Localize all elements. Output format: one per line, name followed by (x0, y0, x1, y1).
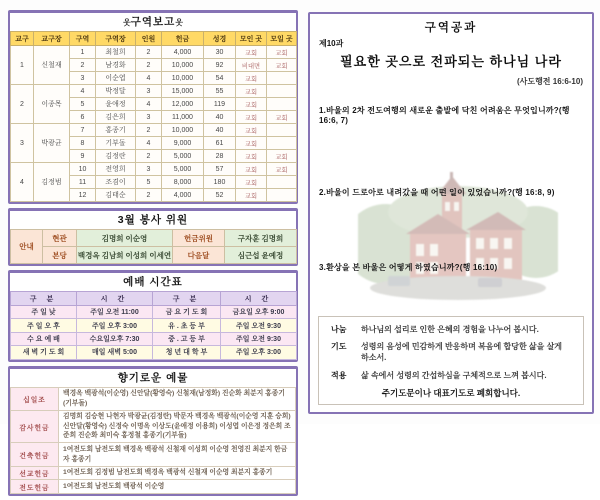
report-cell: 교회 (236, 72, 267, 85)
report-cell: 교회 (236, 150, 267, 163)
report-cell: 2 (136, 59, 162, 72)
offering-type-cell: 전도헌금 (11, 480, 59, 494)
offering-row (11, 410, 296, 443)
report-cell (267, 176, 297, 189)
committee-row (11, 247, 297, 264)
report-cell: 92 (204, 59, 236, 72)
schedule-cell: 중 . 고 등 부 (153, 332, 221, 345)
lesson-number: 제10과 (319, 39, 344, 48)
committee-head-cell: 안내 (11, 230, 43, 264)
schedule-cell: 주일 오후 3:00 (221, 346, 297, 359)
report-cell: 최철희 (96, 46, 136, 59)
right-page (308, 12, 594, 414)
district-report-section (8, 10, 298, 204)
parish-number-cell: 1 (11, 46, 34, 85)
report-cell: 5,000 (162, 150, 204, 163)
district-report-header-row (11, 32, 297, 46)
col-header: 구역장 (96, 32, 136, 46)
parish-leader-cell: 이종목 (34, 85, 70, 124)
offering-names-cell: 1여전도회 김정범 남전도회 백경옥 백광석 신철재 이순영 최분지 홍종기 (59, 466, 296, 480)
schedule-cell: 새 벽 기 도 회 (11, 346, 77, 359)
report-cell: 3 (70, 72, 96, 85)
committee-names-cell: 심근섭 윤예정 (225, 247, 297, 264)
district-report-table (10, 31, 297, 202)
report-row (11, 85, 297, 98)
person-glyph-icon: 웃 (175, 18, 184, 27)
parish-number-cell: 2 (11, 85, 34, 124)
col-header: 교구장 (34, 32, 70, 46)
left-page (8, 10, 298, 500)
report-cell (267, 85, 297, 98)
service-committee-table (10, 229, 297, 264)
question-2: 2.바울이 드로아로 내려갔을 때 어떤 일이 있었습니까?(행 16:8, 9) (319, 188, 555, 197)
report-cell: 김태순 (96, 189, 136, 202)
schedule-row (11, 319, 297, 332)
schedule-cell: 수 요 예 배 (11, 332, 77, 345)
col-header: 구 분 (11, 292, 77, 306)
committee-label-cell: 본당 (43, 247, 77, 264)
col-header: 모일 곳 (267, 32, 297, 46)
parish-leader-cell: 박광균 (34, 124, 70, 163)
offering-type-cell: 건축헌금 (11, 443, 59, 466)
committee-names-cell: 김명희 이순영 (77, 230, 173, 247)
parish-leader-cell: 신철재 (34, 46, 70, 85)
closing-box (318, 316, 584, 406)
question-3: 3.환상을 본 바울은 어떻게 하였습니까?(행 16:10) (319, 263, 498, 272)
report-cell: 11 (70, 176, 96, 189)
parish-number-cell: 4 (11, 163, 34, 202)
offering-type-cell: 십일조 (11, 387, 59, 410)
report-cell: 교회 (267, 46, 297, 59)
report-cell: 3 (136, 111, 162, 124)
schedule-cell: 금요일 오후 9:00 (221, 306, 297, 319)
offering-type-cell: 선교헌금 (11, 466, 59, 480)
footer-row-sharing (331, 324, 571, 335)
report-cell: 비대면 (236, 59, 267, 72)
offering-type-cell: 감사헌금 (11, 410, 59, 443)
col-header: 모인 곳 (236, 32, 267, 46)
report-cell: 김정란 (96, 150, 136, 163)
schedule-row (11, 346, 297, 359)
report-cell: 전영희 (96, 163, 136, 176)
report-cell: 9,000 (162, 137, 204, 150)
report-cell: 이순엽 (96, 72, 136, 85)
report-cell: 8,000 (162, 176, 204, 189)
footer-row-application (331, 370, 571, 381)
report-cell: 4 (136, 72, 162, 85)
report-cell: 10,000 (162, 124, 204, 137)
report-cell: 남경화 (96, 59, 136, 72)
report-cell: 박정달 (96, 85, 136, 98)
worship-schedule-section (8, 270, 298, 362)
schedule-cell: 주 일 오 후 (11, 319, 77, 332)
report-cell: 12 (70, 189, 96, 202)
person-glyph-icon: 웃 (122, 18, 131, 27)
committee-label-cell: 다음달 (173, 247, 225, 264)
footer-label: 나눔 (331, 324, 347, 334)
report-cell: 김은희 (96, 111, 136, 124)
report-cell: 기부돌 (96, 137, 136, 150)
committee-names-cell: 구자훈 김명희 (225, 230, 297, 247)
schedule-cell: 주일 오후 3:00 (77, 319, 153, 332)
report-cell: 2 (70, 59, 96, 72)
report-cell: 교회 (236, 124, 267, 137)
offering-row (11, 443, 296, 466)
report-cell: 54 (204, 72, 236, 85)
district-report-title-text: 구역보고 (130, 16, 176, 28)
footer-text: 성령의 음성에 민감하게 반응하며 복음에 합당한 삶을 살게 하소서. (361, 342, 563, 362)
report-cell: 교회 (236, 111, 267, 124)
offerings-table (10, 387, 296, 494)
report-cell: 30 (204, 46, 236, 59)
report-cell: 5 (136, 176, 162, 189)
offering-row (11, 480, 296, 494)
offerings-title: 향기로운 예물 (117, 371, 189, 384)
offering-row (11, 466, 296, 480)
report-row (11, 46, 297, 59)
col-header: 성경 (204, 32, 236, 46)
schedule-cell: 수요일오후 7:30 (77, 332, 153, 345)
report-cell: 7 (70, 124, 96, 137)
col-header: 구역 (70, 32, 96, 46)
schedule-cell: 주일 오전 9:30 (221, 319, 297, 332)
parish-leader-cell: 김정범 (34, 163, 70, 202)
report-cell: 홍종기 (96, 124, 136, 137)
report-cell: 10 (70, 163, 96, 176)
committee-row (11, 230, 297, 247)
report-cell: 교회 (236, 46, 267, 59)
report-cell (267, 189, 297, 202)
report-cell: 4 (136, 98, 162, 111)
committee-label-cell: 헌금위원 (173, 230, 225, 247)
worship-schedule-table (10, 291, 297, 360)
footer-text: 삶 속에서 성령의 간섭하심을 구체적으로 느껴 봅시다. (361, 370, 547, 380)
col-header: 시 간 (77, 292, 153, 306)
schedule-cell: 금 요 기 도 회 (153, 306, 221, 319)
report-cell: 8 (70, 137, 96, 150)
schedule-row (11, 332, 297, 345)
report-cell: 2 (136, 189, 162, 202)
report-cell: 교회 (236, 85, 267, 98)
report-cell: 52 (204, 189, 236, 202)
report-cell: 119 (204, 98, 236, 111)
report-cell: 교회 (267, 111, 297, 124)
offerings-section (8, 366, 298, 496)
committee-label-cell: 현관 (43, 230, 77, 247)
report-cell (267, 98, 297, 111)
report-cell: 4,000 (162, 46, 204, 59)
scripture-reference: (사도행전 16:6-10) (516, 77, 583, 86)
report-cell: 교회 (267, 150, 297, 163)
col-header: 인원 (136, 32, 162, 46)
report-cell: 61 (204, 137, 236, 150)
schedule-cell: 주일 오전 11:00 (77, 306, 153, 319)
report-cell: 15,000 (162, 85, 204, 98)
footer-row-prayer (331, 341, 571, 363)
report-cell: 교회 (267, 163, 297, 176)
service-committee-title: 3월 봉사 위원 (117, 214, 189, 226)
schedule-cell: 유 . 초 등 부 (153, 319, 221, 332)
offering-names-cell: 1여전도회 남전도회 백광석 이순영 (59, 480, 296, 494)
report-cell: 5 (70, 98, 96, 111)
report-cell: 2 (136, 124, 162, 137)
question-1: 1.바울의 2차 전도여행의 새로운 출발에 닥친 어려움은 무엇입니까?(행 16:6, 7) (319, 106, 570, 125)
col-header: 헌금 (162, 32, 204, 46)
schedule-cell: 주 일 낮 (11, 306, 77, 319)
report-cell: 교회 (236, 137, 267, 150)
schedule-row (11, 306, 297, 319)
col-header: 교구 (11, 32, 34, 46)
report-row (11, 124, 297, 137)
footer-label: 적용 (331, 370, 347, 380)
report-cell: 2 (136, 150, 162, 163)
worship-schedule-title: 예배 시간표 (123, 276, 183, 288)
closing-line: 주기도문이나 대표기도로 폐회합니다. (381, 388, 521, 398)
report-cell: 교회 (236, 189, 267, 202)
report-cell: 4 (136, 137, 162, 150)
report-cell: 4,000 (162, 189, 204, 202)
report-cell: 57 (204, 163, 236, 176)
col-header: 시 간 (221, 292, 297, 306)
report-cell: 3 (136, 85, 162, 98)
lesson-header: 구역공과 (424, 22, 478, 34)
report-cell: 28 (204, 150, 236, 163)
report-cell (267, 137, 297, 150)
district-report-title (10, 13, 296, 31)
report-cell (267, 124, 297, 137)
committee-names-cell: 백경옥 김남희 이성희 이세연 (77, 247, 173, 264)
offering-names-cell: 1여전도회 남전도회 백경옥 백광석 신철재 이성희 이순영 천영진 최분지 한금자 홍종기 (59, 443, 296, 466)
offering-names-cell: 백경옥 백광석(이순영) 신안달(황영숙) 신철재(남정화) 진순화 최분지 홍종기(기부돌) (59, 387, 296, 410)
report-cell: 10,000 (162, 59, 204, 72)
report-cell: 55 (204, 85, 236, 98)
report-cell: 9 (70, 150, 96, 163)
footer-text: 하나님의 섭리로 인한 은혜의 경험을 나누어 봅시다. (361, 324, 539, 334)
report-cell: 180 (204, 176, 236, 189)
report-cell: 교회 (236, 176, 267, 189)
schedule-cell: 주일 오전 9:30 (221, 332, 297, 345)
report-cell: 40 (204, 124, 236, 137)
col-header: 구 분 (153, 292, 221, 306)
lesson-title: 필요한 곳으로 전파되는 하나님 나라 (340, 54, 562, 69)
report-cell: 3 (136, 163, 162, 176)
report-cell: 1 (70, 46, 96, 59)
report-cell: 교회 (236, 98, 267, 111)
offering-names-cell: 김명희 김승현 나현자 박광균(김정란) 박문자 백경옥 백광석(이순영 지훈 승희) 신안달(황영숙) 신정숙 이명옥 이상도(윤애정 이용희) 이성엽 이은정 정은희 조준희 진순화 최미숙 홍정철 홍종기(기부돌) (59, 410, 296, 443)
report-cell: 6 (70, 111, 96, 124)
schedule-cell: 청 년 대 학 부 (153, 346, 221, 359)
offering-row (11, 387, 296, 410)
report-cell: 교회 (236, 163, 267, 176)
report-cell: 10,000 (162, 72, 204, 85)
report-cell: 교회 (267, 59, 297, 72)
footer-label: 기도 (331, 342, 347, 351)
schedule-header-row (11, 292, 297, 306)
report-cell: 11,000 (162, 111, 204, 124)
report-cell: 12,000 (162, 98, 204, 111)
report-cell: 5,000 (162, 163, 204, 176)
report-cell (267, 72, 297, 85)
report-row (11, 163, 297, 176)
report-cell: 윤애정 (96, 98, 136, 111)
report-cell: 40 (204, 111, 236, 124)
parish-number-cell: 3 (11, 124, 34, 163)
service-committee-section (8, 208, 298, 266)
report-cell: 2 (136, 46, 162, 59)
report-cell: 4 (70, 85, 96, 98)
schedule-cell: 매일 새벽 5:00 (77, 346, 153, 359)
report-cell: 조겸이 (96, 176, 136, 189)
